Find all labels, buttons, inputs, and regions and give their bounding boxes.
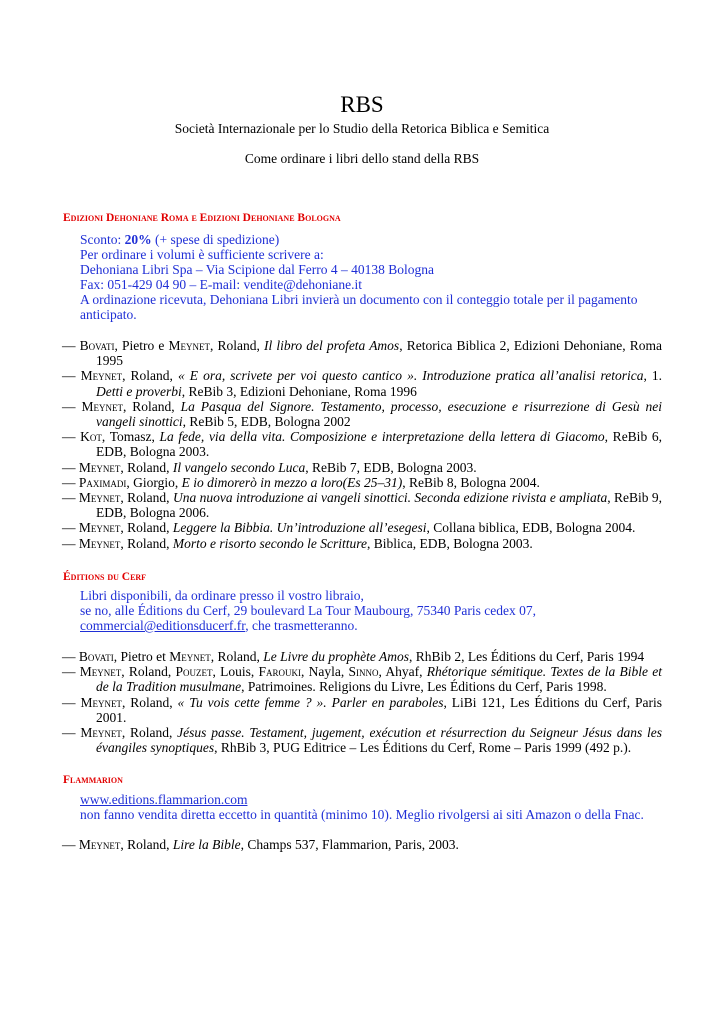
bib-entry: — Meynet, Roland, Una nuova introduzione ai vangeli sinottici. Seconda edizione rivista e ampliata, ReBib 9, EDB, Bologna 2006. bbox=[62, 490, 663, 521]
bib-entry: — Meynet, Roland, « Tu vois cette femme ? ». Parler en paraboles, LiBi 121, Les Éditions du Cerf, Paris 2001. bbox=[62, 694, 663, 725]
cerf-info bbox=[80, 588, 670, 633]
order-line: Per ordinare i volumi è sufficiente scrivere a: bbox=[80, 247, 324, 262]
section-heading-cerf: Éditions du Cerf bbox=[63, 571, 147, 583]
bib-entry: — Meynet, Roland, Pouzet, Louis, Farouki, Nayla, Sinno, Ahyaf, Rhétorique sémitique. Textes de la Bible et de la Tradition musulmane, Patrimoines. Religions du Livre, Les Éditions du Cerf, Paris 1998. bbox=[62, 664, 663, 695]
discount-note: (+ spese di spedizione) bbox=[151, 232, 280, 247]
contact-line: Fax: 051-429 04 90 – E-mail: vendite@dehoniane.it bbox=[80, 277, 363, 292]
flammarion-note: non fanno vendita diretta eccetto in quantità (minimo 10). Meglio rivolgersi ai siti Amazon o della Fnac. bbox=[80, 807, 644, 822]
section-heading-dehoniane: Edizioni Dehoniane Roma e Edizioni Dehoniane Bologna bbox=[63, 212, 341, 224]
section-heading-flammarion: Flammarion bbox=[63, 774, 123, 786]
flammarion-website-link[interactable]: www.editions.flammarion.com bbox=[80, 792, 248, 807]
bib-entry: — Meynet, Roland, Lire la Bible, Champs 537, Flammarion, Paris, 2003. bbox=[62, 837, 459, 852]
order-instructions-title: Come ordinare i libri dello stand della RBS bbox=[244, 151, 480, 166]
flammarion-website-line bbox=[80, 792, 670, 807]
address-line: Dehoniana Libri Spa – Via Scipione dal Ferro 4 – 40138 Bologna bbox=[80, 262, 435, 277]
bib-entry: — Kot, Tomasz, La fede, via della vita. Composizione e interpretazione della lettera di Giacomo, ReBib 6, EDB, Bologna 2003. bbox=[62, 429, 662, 460]
bib-entry: — Bovati, Pietro et Meynet, Roland, Le Livre du prophète Amos, RhBib 2, Les Éditions du Cerf, Paris 1994 bbox=[62, 649, 645, 664]
cerf-line-1: Libri disponibili, da ordinare presso il vostro libraio, bbox=[80, 588, 364, 603]
bib-entry: — Meynet, Roland, « E ora, scrivete per voi questo cantico ». Introduzione pratica all’analisi retorica, 1. Detti e proverbi, ReBib 3, Edizioni Dehoniane, Roma 1996 bbox=[62, 368, 663, 399]
cerf-line-3-tail: , che trasmetteranno. bbox=[245, 618, 358, 633]
discount-value: 20% bbox=[124, 232, 152, 247]
cerf-bibliography bbox=[62, 649, 662, 755]
bib-entry: — Paximadi, Giorgio, E io dimorerò in mezzo a loro(Es 25–31), ReBib 8, Bologna 2004. bbox=[62, 474, 540, 490]
discount-line bbox=[80, 232, 670, 247]
dehoniane-info bbox=[80, 232, 670, 322]
flammarion-bibliography bbox=[62, 837, 662, 852]
bib-entry: — Meynet, Roland, La Pasqua del Signore. Testamento, processo, esecuzione e risurrezione di Gesù nei vangeli sinottici, ReBib 5, EDB, Bologna 2002 bbox=[62, 398, 663, 430]
bib-entry: — Meynet, Roland, Jésus passe. Testament, jugement, exécution et résurrection du Seigneur Jésus dans les évangiles synoptiques, RhBib 3, PUG Editrice – Les Éditions du Cerf, Rome – Paris 1999 (492 p.). bbox=[62, 725, 663, 756]
bib-entry: — Bovati, Pietro e Meynet, Roland, Il libro del profeta Amos, Retorica Biblica 2, Edizioni Dehoniane, Roma 1995 bbox=[62, 338, 662, 369]
flammarion-info bbox=[80, 792, 670, 822]
cerf-line-2: se no, alle Éditions du Cerf, 29 boulevard La Tour Maubourg, 75340 Paris cedex 07, bbox=[80, 603, 536, 618]
bib-entry: — Meynet, Roland, Leggere la Bibbia. Un’introduzione all’esegesi, Collana biblica, EDB, Bologna 2004. bbox=[62, 520, 636, 536]
bib-entry: — Meynet, Roland, Il vangelo secondo Luca, ReBib 7, EDB, Bologna 2003. bbox=[62, 459, 477, 475]
dehoniane-bibliography bbox=[62, 338, 662, 551]
receipt-line: A ordinazione ricevuta, Dehoniana Libri invierà un documento con il conteggio totale per il pagamento anticipato. bbox=[80, 292, 638, 322]
cerf-line-3 bbox=[80, 618, 670, 633]
page-title: RBS bbox=[340, 92, 384, 117]
discount-label: Sconto: bbox=[80, 232, 125, 247]
bib-entry: — Meynet, Roland, Morto e risorto secondo le Scritture, Biblica, EDB, Bologna 2003. bbox=[62, 535, 533, 551]
cerf-email-link[interactable]: commercial@editionsducerf.fr bbox=[80, 618, 246, 633]
page-subtitle: Società Internazionale per lo Studio della Retorica Biblica e Semitica bbox=[174, 121, 550, 136]
